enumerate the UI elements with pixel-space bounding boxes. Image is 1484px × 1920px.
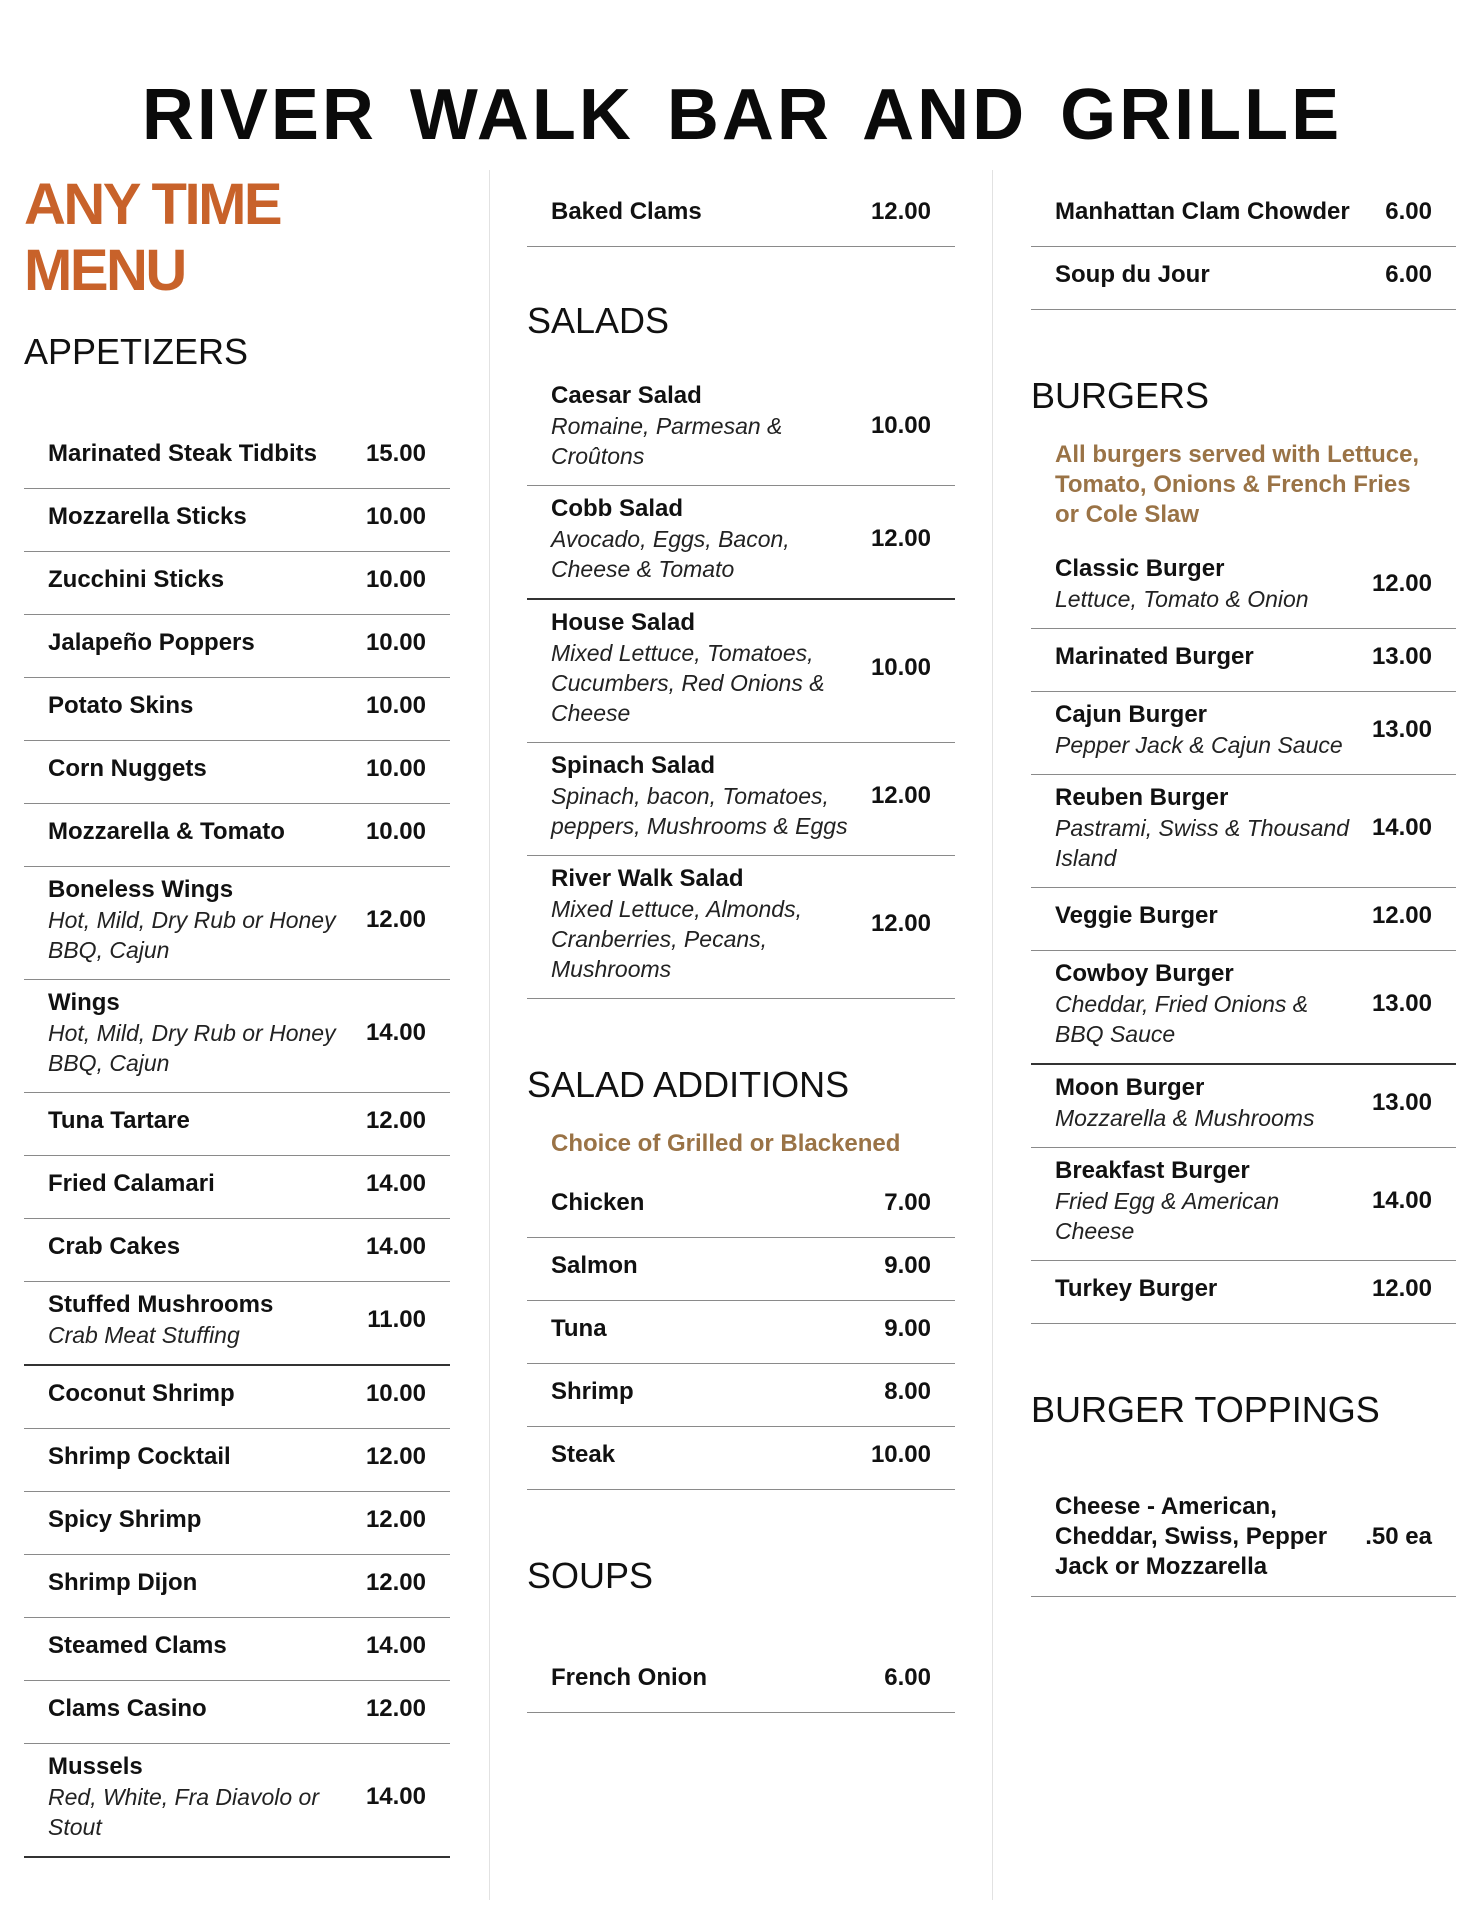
- menu-item-price: 10.00: [870, 654, 931, 681]
- menu-item-price: 10.00: [870, 412, 931, 439]
- column-1: [24, 170, 450, 1858]
- menu-item: [527, 1175, 955, 1238]
- menu-item-text: [48, 1379, 366, 1409]
- menu-item-name: Crab Cakes: [48, 1233, 181, 1260]
- menu-item-description: Pepper Jack & Cajun Sauce: [1055, 732, 1343, 758]
- menu-item-name: French Onion: [551, 1664, 707, 1691]
- menu-item-text: [1055, 554, 1372, 614]
- menu-item-price: 7.00: [884, 1189, 931, 1216]
- menu-item-price: 12.00: [870, 782, 931, 809]
- menu-item-name: Potato Skins: [48, 692, 194, 719]
- menu-item-price: 15.00: [365, 440, 426, 467]
- menu-item: [1031, 951, 1456, 1065]
- menu-item-text: [48, 1505, 366, 1535]
- menu-item-name: Baked Clams: [551, 198, 702, 225]
- menu-item-text: [551, 381, 871, 471]
- menu-item: [527, 373, 955, 486]
- menu-item: [1031, 775, 1456, 888]
- menu-item: [24, 678, 450, 741]
- menu-item-description: Red, White, Fra Diavolo or Stout: [48, 1784, 319, 1840]
- menu-item-text: [551, 1663, 884, 1693]
- menu-item-text: [48, 817, 366, 847]
- menu-item-name: Tuna Tartare: [48, 1107, 190, 1134]
- menu-item-name: Zucchini Sticks: [48, 566, 225, 593]
- menu-item-text: [1055, 1073, 1372, 1133]
- menu-item-name: Soup du Jour: [1055, 261, 1210, 288]
- appetizers-list: [24, 426, 450, 1858]
- menu-item-name: Mozzarella Sticks: [48, 503, 247, 530]
- menu-item-description: Fried Egg & American Cheese: [1055, 1188, 1280, 1244]
- menu-item-text: [48, 754, 366, 784]
- menu-item-description: Avocado, Eggs, Bacon, Cheese & Tomato: [551, 526, 790, 582]
- menu-item-price: 10.00: [365, 503, 426, 530]
- menu-item-text: [551, 1188, 884, 1218]
- menu-item-name: Tuna: [551, 1315, 607, 1342]
- section-title-salad-additions: SALAD ADDITIONS: [527, 1064, 850, 1105]
- menu-item-text: [48, 1442, 366, 1472]
- burger-toppings-list: [1031, 1484, 1456, 1597]
- menu-item-name: Veggie Burger: [1055, 902, 1218, 929]
- menu-item: [24, 1555, 450, 1618]
- menu-item: [24, 867, 450, 980]
- menu-item-price: 14.00: [365, 1170, 426, 1197]
- menu-item-text: [1055, 959, 1372, 1049]
- menu-item-name: Cajun Burger: [1055, 701, 1208, 728]
- column-divider: [992, 170, 993, 1900]
- menu-item-price: 14.00: [1371, 814, 1432, 841]
- menu-item-text: [1055, 642, 1372, 672]
- menu-item: [24, 980, 450, 1093]
- menu-item: [24, 804, 450, 867]
- menu-item-name: River Walk Salad: [551, 865, 744, 892]
- menu-item-text: [1055, 700, 1372, 760]
- menu-item-text: [48, 691, 366, 721]
- menu-item-description: Mixed Lettuce, Almonds, Cranberries, Pecans, Mushrooms: [551, 896, 802, 982]
- menu-item-name: Chicken: [551, 1189, 645, 1216]
- menu-item-text: [551, 608, 871, 728]
- menu-item: [24, 1093, 450, 1156]
- menu-item-price: 12.00: [1371, 570, 1432, 597]
- menu-item: [24, 1156, 450, 1219]
- menu-item-text: [48, 439, 366, 469]
- menu-label: ANY TIME MENU: [24, 172, 281, 303]
- menu-item-price: 12.00: [365, 906, 426, 933]
- menu-item-text: [48, 628, 366, 658]
- menu-item-text: [1055, 197, 1385, 227]
- menu-item-name: Marinated Steak Tidbits: [48, 440, 317, 467]
- restaurant-title: RIVER WALK BAR AND GRILLE: [141, 75, 1343, 155]
- salad-additions-list: [527, 1175, 955, 1490]
- menu-item-price: 12.00: [1371, 902, 1432, 929]
- menu-item-name: Boneless Wings: [48, 876, 234, 903]
- menu-item: [1031, 1148, 1456, 1261]
- menu-item-name: Coconut Shrimp: [48, 1380, 235, 1407]
- salad-additions-note: Choice of Grilled or Blackened: [551, 1130, 901, 1157]
- menu-item-name: Steak: [551, 1441, 616, 1468]
- menu-item-name: Shrimp Dijon: [48, 1569, 198, 1596]
- menu-item-name: Jalapeño Poppers: [48, 629, 255, 656]
- menu-item-text: [551, 1314, 884, 1344]
- menu-item: [527, 743, 955, 856]
- section-title-burgers: BURGERS: [1031, 375, 1210, 416]
- menu-item-price: 12.00: [870, 198, 931, 225]
- menu-item: [24, 1744, 450, 1858]
- menu-item-name: Stuffed Mushrooms: [48, 1291, 274, 1318]
- menu-item-price: 12.00: [870, 525, 931, 552]
- menu-item-name: Classic Burger: [1055, 555, 1225, 582]
- menu-item-name: Manhattan Clam Chowder: [1055, 198, 1350, 225]
- menu-item-name: Marinated Burger: [1055, 643, 1254, 670]
- soups-list: [527, 1650, 955, 1713]
- menu-item-price: 13.00: [1371, 643, 1432, 670]
- menu-item-price: 10.00: [870, 1441, 931, 1468]
- section-title-appetizers: APPETIZERS: [24, 331, 249, 372]
- menu-item-text: [1055, 1274, 1372, 1304]
- menu-item-price: 10.00: [365, 818, 426, 845]
- menu-item-price: 6.00: [1385, 261, 1432, 288]
- menu-item-name: Breakfast Burger: [1055, 1157, 1250, 1184]
- menu-item-name: Steamed Clams: [48, 1632, 227, 1659]
- menu-item: [1031, 546, 1456, 629]
- menu-item-text: [1055, 783, 1372, 873]
- menu-item-name: Shrimp: [551, 1378, 634, 1405]
- menu-item-price: 9.00: [884, 1252, 931, 1279]
- menu-item: [1031, 1484, 1456, 1597]
- menu-item-description: Spinach, bacon, Tomatoes, peppers, Mushrooms & Eggs: [551, 783, 848, 839]
- menu-item-price: 12.00: [365, 1443, 426, 1470]
- menu-item: [24, 426, 450, 489]
- menu-item-text: [48, 988, 366, 1078]
- menu-item: [24, 1618, 450, 1681]
- menu-item: [527, 184, 955, 247]
- menu-item-name: Moon Burger: [1055, 1074, 1205, 1101]
- menu-item-name: Cheese - American, Cheddar, Swiss, Pepper Jack or Mozzarella: [1055, 1493, 1328, 1580]
- menu-item-price: 13.00: [1371, 1089, 1432, 1116]
- menu-item: [527, 1238, 955, 1301]
- menu-item: [24, 1366, 450, 1429]
- menu-item-price: 12.00: [870, 910, 931, 937]
- appetizers-continued-list: [527, 170, 955, 247]
- menu-item: [24, 1429, 450, 1492]
- menu-item: [24, 615, 450, 678]
- menu-item: [527, 1650, 955, 1713]
- menu-item-price: 13.00: [1371, 990, 1432, 1017]
- menu-item-price: 14.00: [365, 1019, 426, 1046]
- menu-item-price: 12.00: [365, 1569, 426, 1596]
- menu-item-price: .50 ea: [1365, 1523, 1432, 1550]
- menu-item-price: 11.00: [367, 1306, 426, 1333]
- menu-item: [1031, 1065, 1456, 1148]
- menu-item-text: [48, 1106, 366, 1136]
- menu-item-text: [48, 875, 366, 965]
- menu-item: [24, 741, 450, 804]
- menu-item-name: House Salad: [551, 609, 696, 636]
- menu-item-name: Spicy Shrimp: [48, 1506, 202, 1533]
- menu-item-name: Reuben Burger: [1055, 784, 1229, 811]
- column-3: [1031, 170, 1456, 1597]
- menu-item-description: Hot, Mild, Dry Rub or Honey BBQ, Cajun: [48, 1020, 336, 1076]
- menu-item-price: 14.00: [1371, 1187, 1432, 1214]
- menu-item-description: Lettuce, Tomato & Onion: [1055, 586, 1309, 612]
- menu-item-description: Hot, Mild, Dry Rub or Honey BBQ, Cajun: [48, 907, 336, 963]
- menu-item: [1031, 888, 1456, 951]
- menu-item-price: 10.00: [365, 566, 426, 593]
- menu-item: [24, 1492, 450, 1555]
- menu-item-price: 10.00: [365, 755, 426, 782]
- menu-item: [24, 1282, 450, 1366]
- menu-item: [24, 489, 450, 552]
- menu-item-text: [1055, 1492, 1365, 1582]
- menu-item-text: [48, 1290, 367, 1350]
- menu-item-price: 12.00: [365, 1107, 426, 1134]
- column-2: [527, 170, 955, 1713]
- menu-item: [1031, 629, 1456, 692]
- menu-item: [1031, 1261, 1456, 1324]
- section-title-burger-toppings: BURGER TOPPINGS: [1031, 1389, 1380, 1430]
- menu-item-price: 12.00: [1371, 1275, 1432, 1302]
- menu-item-description: Mozzarella & Mushrooms: [1055, 1105, 1315, 1131]
- menu-item-text: [48, 565, 366, 595]
- menu-item-price: 6.00: [1385, 198, 1432, 225]
- menu-item-text: [1055, 1156, 1372, 1246]
- salads-list: [527, 373, 955, 999]
- menu-item: [1031, 247, 1456, 310]
- menu-item-name: Mozzarella & Tomato: [48, 818, 285, 845]
- menu-item-text: [551, 1440, 871, 1470]
- menu-item-price: 14.00: [365, 1632, 426, 1659]
- menu-item-name: Cobb Salad: [551, 495, 684, 522]
- menu-item-name: Mussels: [48, 1753, 143, 1780]
- menu-item-description: Pastrami, Swiss & Thousand Island: [1055, 815, 1350, 871]
- menu-item: [527, 1364, 955, 1427]
- menu-item: [527, 600, 955, 743]
- menu-item-text: [48, 1752, 366, 1842]
- menu-item-price: 12.00: [365, 1506, 426, 1533]
- menu-item-price: 10.00: [365, 692, 426, 719]
- menu-item-text: [48, 1631, 366, 1661]
- menu-item-price: 10.00: [365, 629, 426, 656]
- menu-item-price: 14.00: [365, 1783, 426, 1810]
- menu-item: [1031, 184, 1456, 247]
- menu-item-name: Corn Nuggets: [48, 755, 207, 782]
- menu-item-name: Cowboy Burger: [1055, 960, 1234, 987]
- menu-item: [527, 1301, 955, 1364]
- menu-item-name: Turkey Burger: [1055, 1275, 1218, 1302]
- section-title-soups: SOUPS: [527, 1555, 654, 1596]
- menu-item-description: Mixed Lettuce, Tomatoes, Cucumbers, Red Onions & Cheese: [551, 640, 825, 726]
- soups-continued-list: [1031, 170, 1456, 310]
- menu-item-price: 10.00: [365, 1380, 426, 1407]
- menu-item-price: 14.00: [365, 1233, 426, 1260]
- menu-item: [1031, 692, 1456, 775]
- menu-item-text: [551, 197, 871, 227]
- menu-item-name: Wings: [48, 989, 120, 1016]
- column-divider: [489, 170, 490, 1900]
- menu-item-text: [1055, 901, 1372, 931]
- menu-item-text: [48, 1232, 366, 1262]
- burgers-note: All burgers served with Lettuce, Tomato, Onions & French Fries or Cole Slaw: [1055, 441, 1420, 528]
- menu-item-price: 9.00: [884, 1315, 931, 1342]
- menu-item-text: [551, 751, 871, 841]
- menu-item-text: [48, 1568, 366, 1598]
- menu-item-text: [551, 1377, 884, 1407]
- section-title-salads: SALADS: [527, 300, 670, 341]
- menu-item: [527, 1427, 955, 1490]
- menu-item-text: [48, 502, 366, 532]
- menu-item-text: [551, 1251, 884, 1281]
- menu-item-name: Shrimp Cocktail: [48, 1443, 231, 1470]
- menu-item-description: Cheddar, Fried Onions & BBQ Sauce: [1055, 991, 1309, 1047]
- burgers-list: [1031, 546, 1456, 1324]
- menu-item-text: [551, 864, 871, 984]
- menu-item: [24, 1219, 450, 1282]
- menu-item-name: Salmon: [551, 1252, 638, 1279]
- menu-item-price: 8.00: [884, 1378, 931, 1405]
- menu-item-name: Fried Calamari: [48, 1170, 215, 1197]
- menu-item: [24, 552, 450, 615]
- menu-item-text: [48, 1169, 366, 1199]
- menu-item-text: [48, 1694, 366, 1724]
- menu-item-text: [1055, 260, 1385, 290]
- menu-item-name: Clams Casino: [48, 1695, 207, 1722]
- menu-item-price: 13.00: [1371, 716, 1432, 743]
- menu-item-description: Romaine, Parmesan & Croûtons: [551, 413, 783, 469]
- menu-item-text: [551, 494, 871, 584]
- menu-item-name: Spinach Salad: [551, 752, 716, 779]
- menu-item-name: Caesar Salad: [551, 382, 702, 409]
- menu-item-price: 6.00: [884, 1664, 931, 1691]
- menu-item-description: Crab Meat Stuffing: [48, 1322, 240, 1348]
- menu-item-price: 12.00: [365, 1695, 426, 1722]
- menu-item: [24, 1681, 450, 1744]
- menu-item: [527, 856, 955, 999]
- menu-item: [527, 486, 955, 600]
